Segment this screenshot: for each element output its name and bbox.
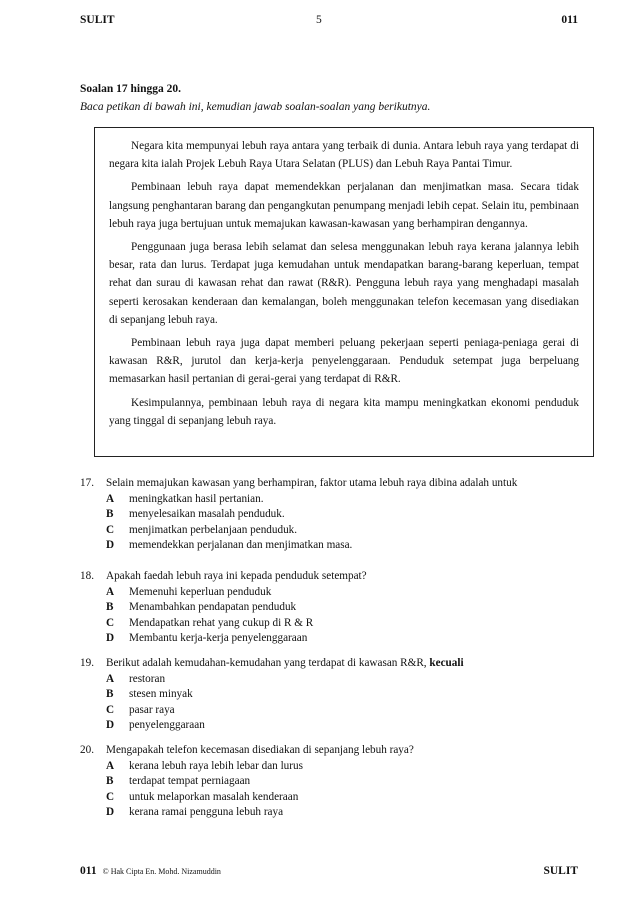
option-a[interactable] [106, 492, 580, 508]
option-b[interactable] [106, 600, 580, 616]
option-letter: A [106, 759, 115, 772]
question-number: 18. [80, 570, 94, 582]
option-letter: A [106, 492, 115, 505]
header-paper-code: 011 [561, 14, 578, 26]
option-letter: C [106, 616, 115, 629]
option-b[interactable] [106, 774, 580, 790]
footer-paper-code: 011 [80, 865, 97, 877]
option-letter: D [106, 539, 115, 551]
option-text: terdapat tempat perniagaan [129, 775, 251, 787]
option-a[interactable] [106, 585, 580, 601]
option-letter: B [106, 688, 114, 700]
copyright-notice: © Hak Cipta En. Mohd. Nizamuddin [102, 867, 221, 876]
section-instruction: Baca petikan di bawah ini, kemudian jawab soalan-soalan yang berikutnya. [80, 101, 431, 113]
option-c[interactable] [106, 616, 580, 632]
option-letter: D [106, 632, 115, 644]
passage-paragraph-5: Kesimpulannya, pembinaan lebuh raya di negara kita mampu meningkatkan ekonomi penduduk yang tinggal di sepanjang lebuh raya. [109, 396, 579, 427]
question-20 [80, 743, 580, 821]
option-text: meningkatkan hasil pertanian. [129, 492, 264, 505]
option-letter: D [106, 806, 115, 818]
question-text: Selain memajukan kawasan yang berhampiran, faktor utama lebuh raya dibina adalah untuk [106, 477, 518, 489]
option-letter: B [106, 775, 114, 787]
option-c[interactable] [106, 523, 580, 539]
passage-paragraph-2: Pembinaan lebuh raya dapat memendekkan perjalanan dan menjimatkan masa. Secara tidak langsung penghantaran barang dan pengangkutan penumpang menjadi lebih cepat. Selain itu, pembinaan lebuh raya juga bertujuan untuk memajukan kawasan-kawasan yang berhampiran dengannya. [109, 181, 579, 230]
question-text: Apakah faedah lebuh raya ini kepada penduduk setempat? [106, 570, 367, 582]
option-d[interactable] [106, 718, 580, 734]
question-number: 20. [80, 744, 94, 756]
option-letter: B [106, 508, 114, 520]
option-d[interactable] [106, 805, 580, 821]
option-text: Menambahkan pendapatan penduduk [129, 601, 297, 613]
option-letter: C [106, 523, 115, 536]
question-number: 17. [80, 477, 94, 489]
option-text: stesen minyak [129, 688, 193, 700]
option-d[interactable] [106, 538, 580, 554]
footer-left [80, 865, 221, 877]
option-text: restoran [129, 672, 166, 685]
option-text: menyelesaikan masalah penduduk. [129, 508, 285, 520]
option-text: Membantu kerja-kerja penyelenggaraan [129, 632, 308, 644]
option-text: menjimatkan perbelanjaan penduduk. [129, 523, 298, 536]
option-text: kerana lebuh raya lebih lebar dan lurus [129, 759, 303, 772]
option-c[interactable] [106, 703, 580, 719]
option-text: Mendapatkan rehat yang cukup di R & R [129, 616, 314, 629]
section-title: Soalan 17 hingga 20. [80, 83, 181, 95]
passage-paragraph-4: Pembinaan lebuh raya juga dapat memberi peluang pekerjaan seperti peniaga-peniaga gerai di kawasan R&R, jurutol dan kerja-kerja penyelenggaraan. Penduduk setempat juga berpeluang memasarkan hasil pertanian di gerai-gerai yang terdapat di R&R. [109, 337, 579, 386]
option-b[interactable] [106, 507, 580, 523]
option-text: pasar raya [129, 703, 175, 716]
question-18 [80, 569, 580, 647]
reading-passage [94, 127, 594, 457]
option-d[interactable] [106, 631, 580, 647]
option-a[interactable] [106, 759, 580, 775]
option-b[interactable] [106, 687, 580, 703]
question-19 [80, 656, 580, 734]
question-17 [80, 476, 580, 554]
option-letter: A [106, 585, 115, 598]
footer-right-label: SULIT [543, 865, 578, 877]
option-letter: A [106, 672, 115, 685]
option-text: memendekkan perjalanan dan menjimatkan masa. [129, 539, 353, 551]
passage-paragraph-3: Penggunaan juga berasa lebih selamat dan selesa menggunakan lebuh raya kerana jalannya lebih besar, rata dan lurus. Terdapat juga kemudahan untuk mendapatkan barang-barang keperluan, tempat rehat dan surau di kawasan rehat dan rawat (R&R). Pengguna lebuh raya yang menghadapi masalah seperti kerosakan kenderaan dan kemalangan, boleh menggunakan telefon kecemasan yang disediakan di sepanjang lebuh raya. [109, 241, 579, 326]
option-a[interactable] [106, 672, 580, 688]
passage-paragraph-1: Negara kita mempunyai lebuh raya antara yang terbaik di dunia. Antara lebuh raya yang terdapat di negara kita ialah Projek Lebuh Raya Utara Selatan (PLUS) dan Lebuh Raya Pantai Timur. [109, 140, 579, 171]
header-left-label: SULIT [80, 14, 115, 26]
page-number: 5 [316, 14, 322, 26]
option-text: Memenuhi keperluan penduduk [129, 585, 272, 598]
option-text: penyelenggaraan [129, 719, 205, 731]
question-emphasis: kecuali [429, 657, 464, 669]
question-text: Mengapakah telefon kecemasan disediakan di sepanjang lebuh raya? [106, 744, 414, 756]
question-text: Berikut adalah kemudahan-kemudahan yang terdapat di kawasan R&R, [106, 657, 427, 669]
option-letter: D [106, 719, 115, 731]
option-letter: C [106, 703, 115, 716]
option-letter: B [106, 601, 114, 613]
option-text: untuk melaporkan masalah kenderaan [129, 790, 299, 803]
question-number: 19. [80, 657, 94, 669]
option-c[interactable] [106, 790, 580, 806]
option-text: kerana ramai pengguna lebuh raya [129, 806, 284, 818]
option-letter: C [106, 790, 115, 803]
